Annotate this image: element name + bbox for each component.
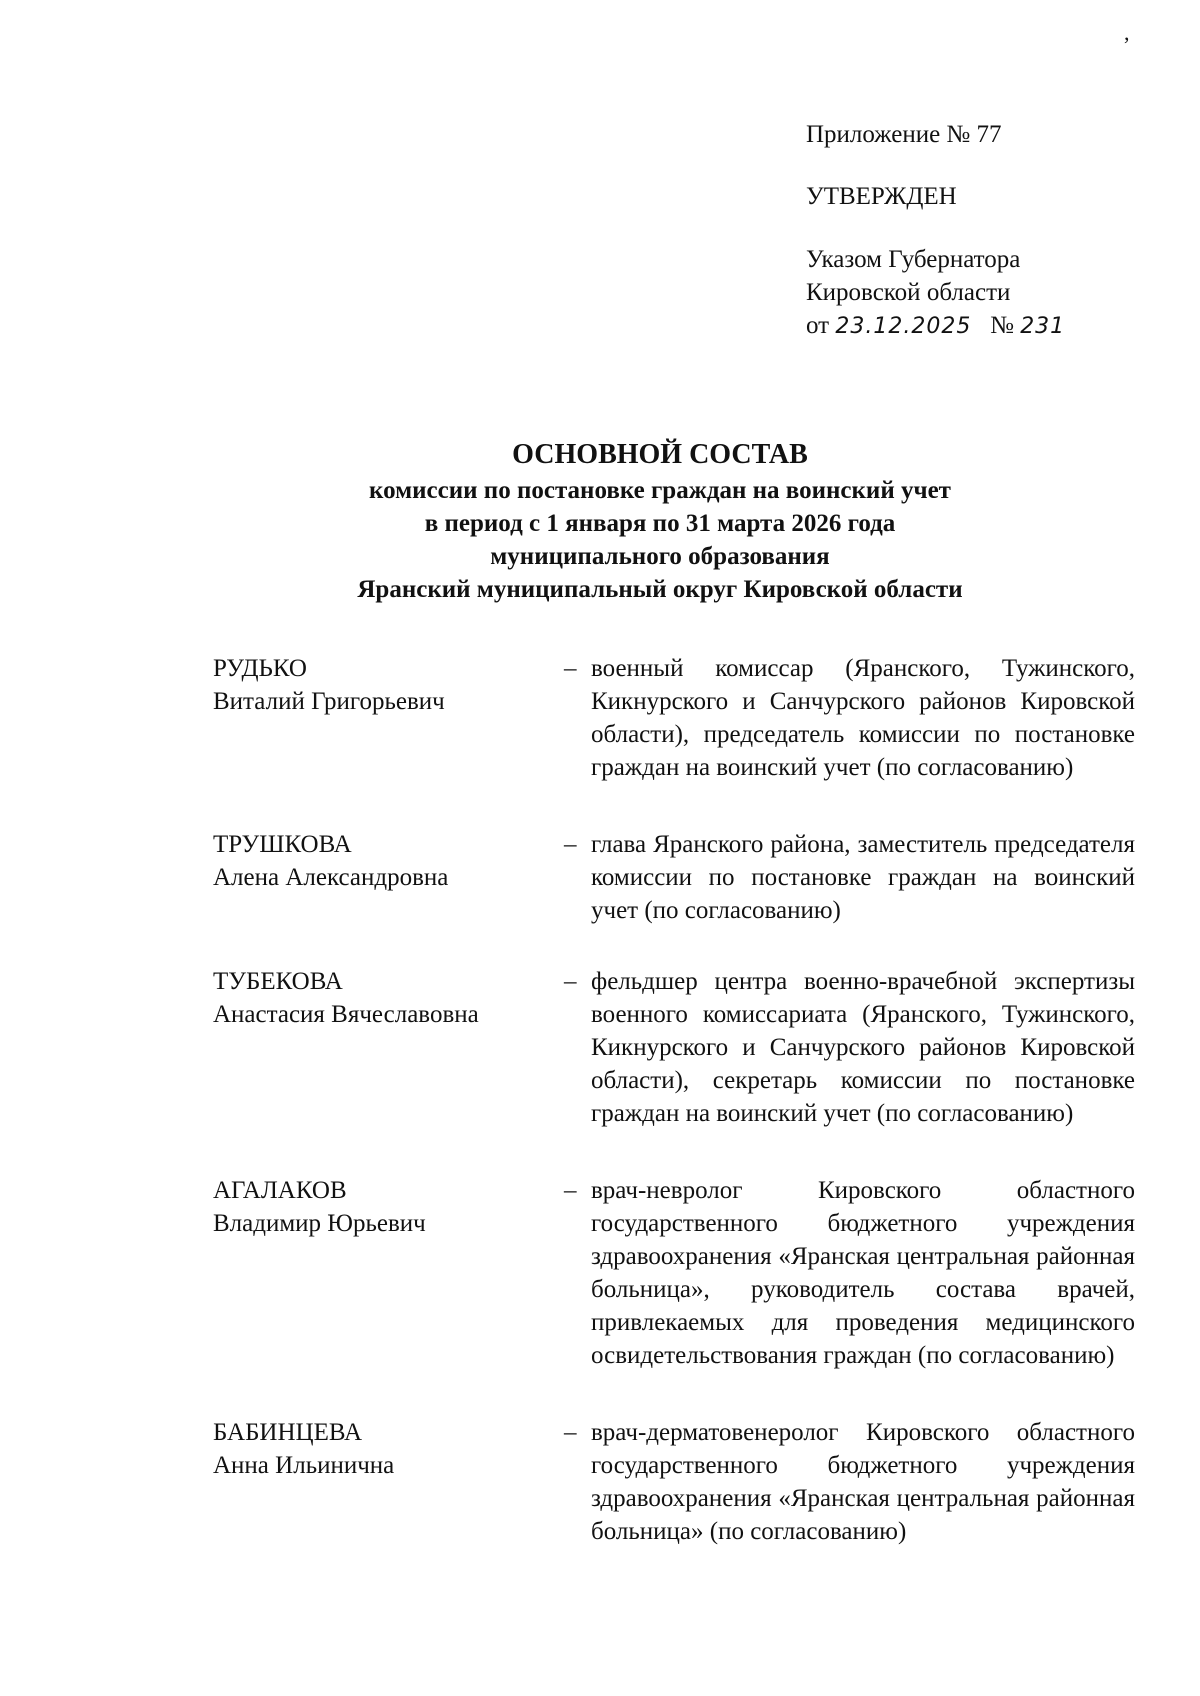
- member-role: глава Яранского района, заместитель председателя комиссии по постановке граждан на воинский учет (по согласованию): [591, 831, 1135, 924]
- member-entry: [213, 828, 1143, 927]
- decree-date: 23.12.2025: [835, 314, 972, 339]
- member-given-name: Владимир Юрьевич: [213, 1210, 426, 1237]
- title-line-2: в период с 1 января по 31 марта 2026 года: [424, 510, 896, 537]
- member-surname: ТРУШКОВА: [213, 831, 352, 858]
- title-line-4: Яранский муниципальный округ Кировской области: [357, 576, 963, 603]
- member-given-name: Виталий Григорьевич: [213, 688, 445, 715]
- number-prefix: №: [990, 312, 1014, 339]
- member-given-name: Анастасия Вячеславовна: [213, 1001, 479, 1028]
- dash: –: [564, 968, 577, 995]
- member-name: [213, 965, 553, 1031]
- member-entry: [213, 652, 1143, 784]
- corner-mark: ,: [1124, 20, 1130, 45]
- title-line-3: муниципального образования: [490, 543, 830, 570]
- member-surname: ТУБЕКОВА: [213, 968, 343, 995]
- dash: –: [564, 831, 577, 858]
- members-list: [213, 652, 1143, 1548]
- dash: –: [564, 1177, 577, 1204]
- title-main: ОСНОВНОЙ СОСТАВ: [512, 439, 808, 470]
- title-line-1: комиссии по постановке граждан на воинский учет: [369, 477, 951, 504]
- member-surname: АГАЛАКОВ: [213, 1177, 347, 1204]
- member-name: [213, 828, 553, 894]
- member-entry: [213, 1174, 1143, 1372]
- member-role: врач-дерматовенеролог Кировского областного государственного бюджетного учреждения здравоохранения «Яранская центральная районная больница» (по согласованию): [591, 1419, 1135, 1545]
- member-entry: [213, 1416, 1143, 1548]
- member-name: [213, 1174, 553, 1240]
- member-role: врач-невролог Кировского областного государственного бюджетного учреждения здравоохранения «Яранская центральная районная больница», руководитель состава врачей, привлекаемых для проведения медицинского освидетельствования граждан (по согласованию): [591, 1177, 1135, 1369]
- member-entry: [213, 965, 1143, 1130]
- member-name: [213, 1416, 553, 1482]
- document-title: [160, 436, 1160, 606]
- dash: –: [564, 655, 577, 682]
- member-surname: БАБИНЦЕВА: [213, 1419, 363, 1446]
- decree-line-2: Кировской области: [806, 279, 1011, 306]
- decree-line-1: Указом Губернатора: [806, 246, 1021, 273]
- dash: –: [564, 1419, 577, 1446]
- member-role: военный комиссар (Яранского, Тужинского, Кикнурского и Санчурского районов Кировской области), председатель комиссии по постановке граждан на воинский учет (по согласованию): [591, 655, 1135, 781]
- member-given-name: Алена Александровна: [213, 864, 449, 891]
- appendix-number: Приложение № 77: [806, 121, 1002, 148]
- member-surname: РУДЬКО: [213, 655, 307, 682]
- approved-label: УТВЕРЖДЕН: [806, 183, 957, 210]
- member-name: [213, 652, 553, 718]
- decree-number: 231: [1020, 314, 1066, 339]
- member-role: фельдшер центра военно-врачебной экспертизы военного комиссариата (Яранского, Тужинского, Кикнурского и Санчурского районов Кировской области), секретарь комиссии по постановке граждан на воинский учет (по согласованию): [591, 968, 1135, 1127]
- decree-date-line: [806, 309, 1166, 343]
- approval-block: [806, 118, 1166, 343]
- date-prefix: от: [806, 312, 830, 339]
- member-given-name: Анна Ильинична: [213, 1452, 395, 1479]
